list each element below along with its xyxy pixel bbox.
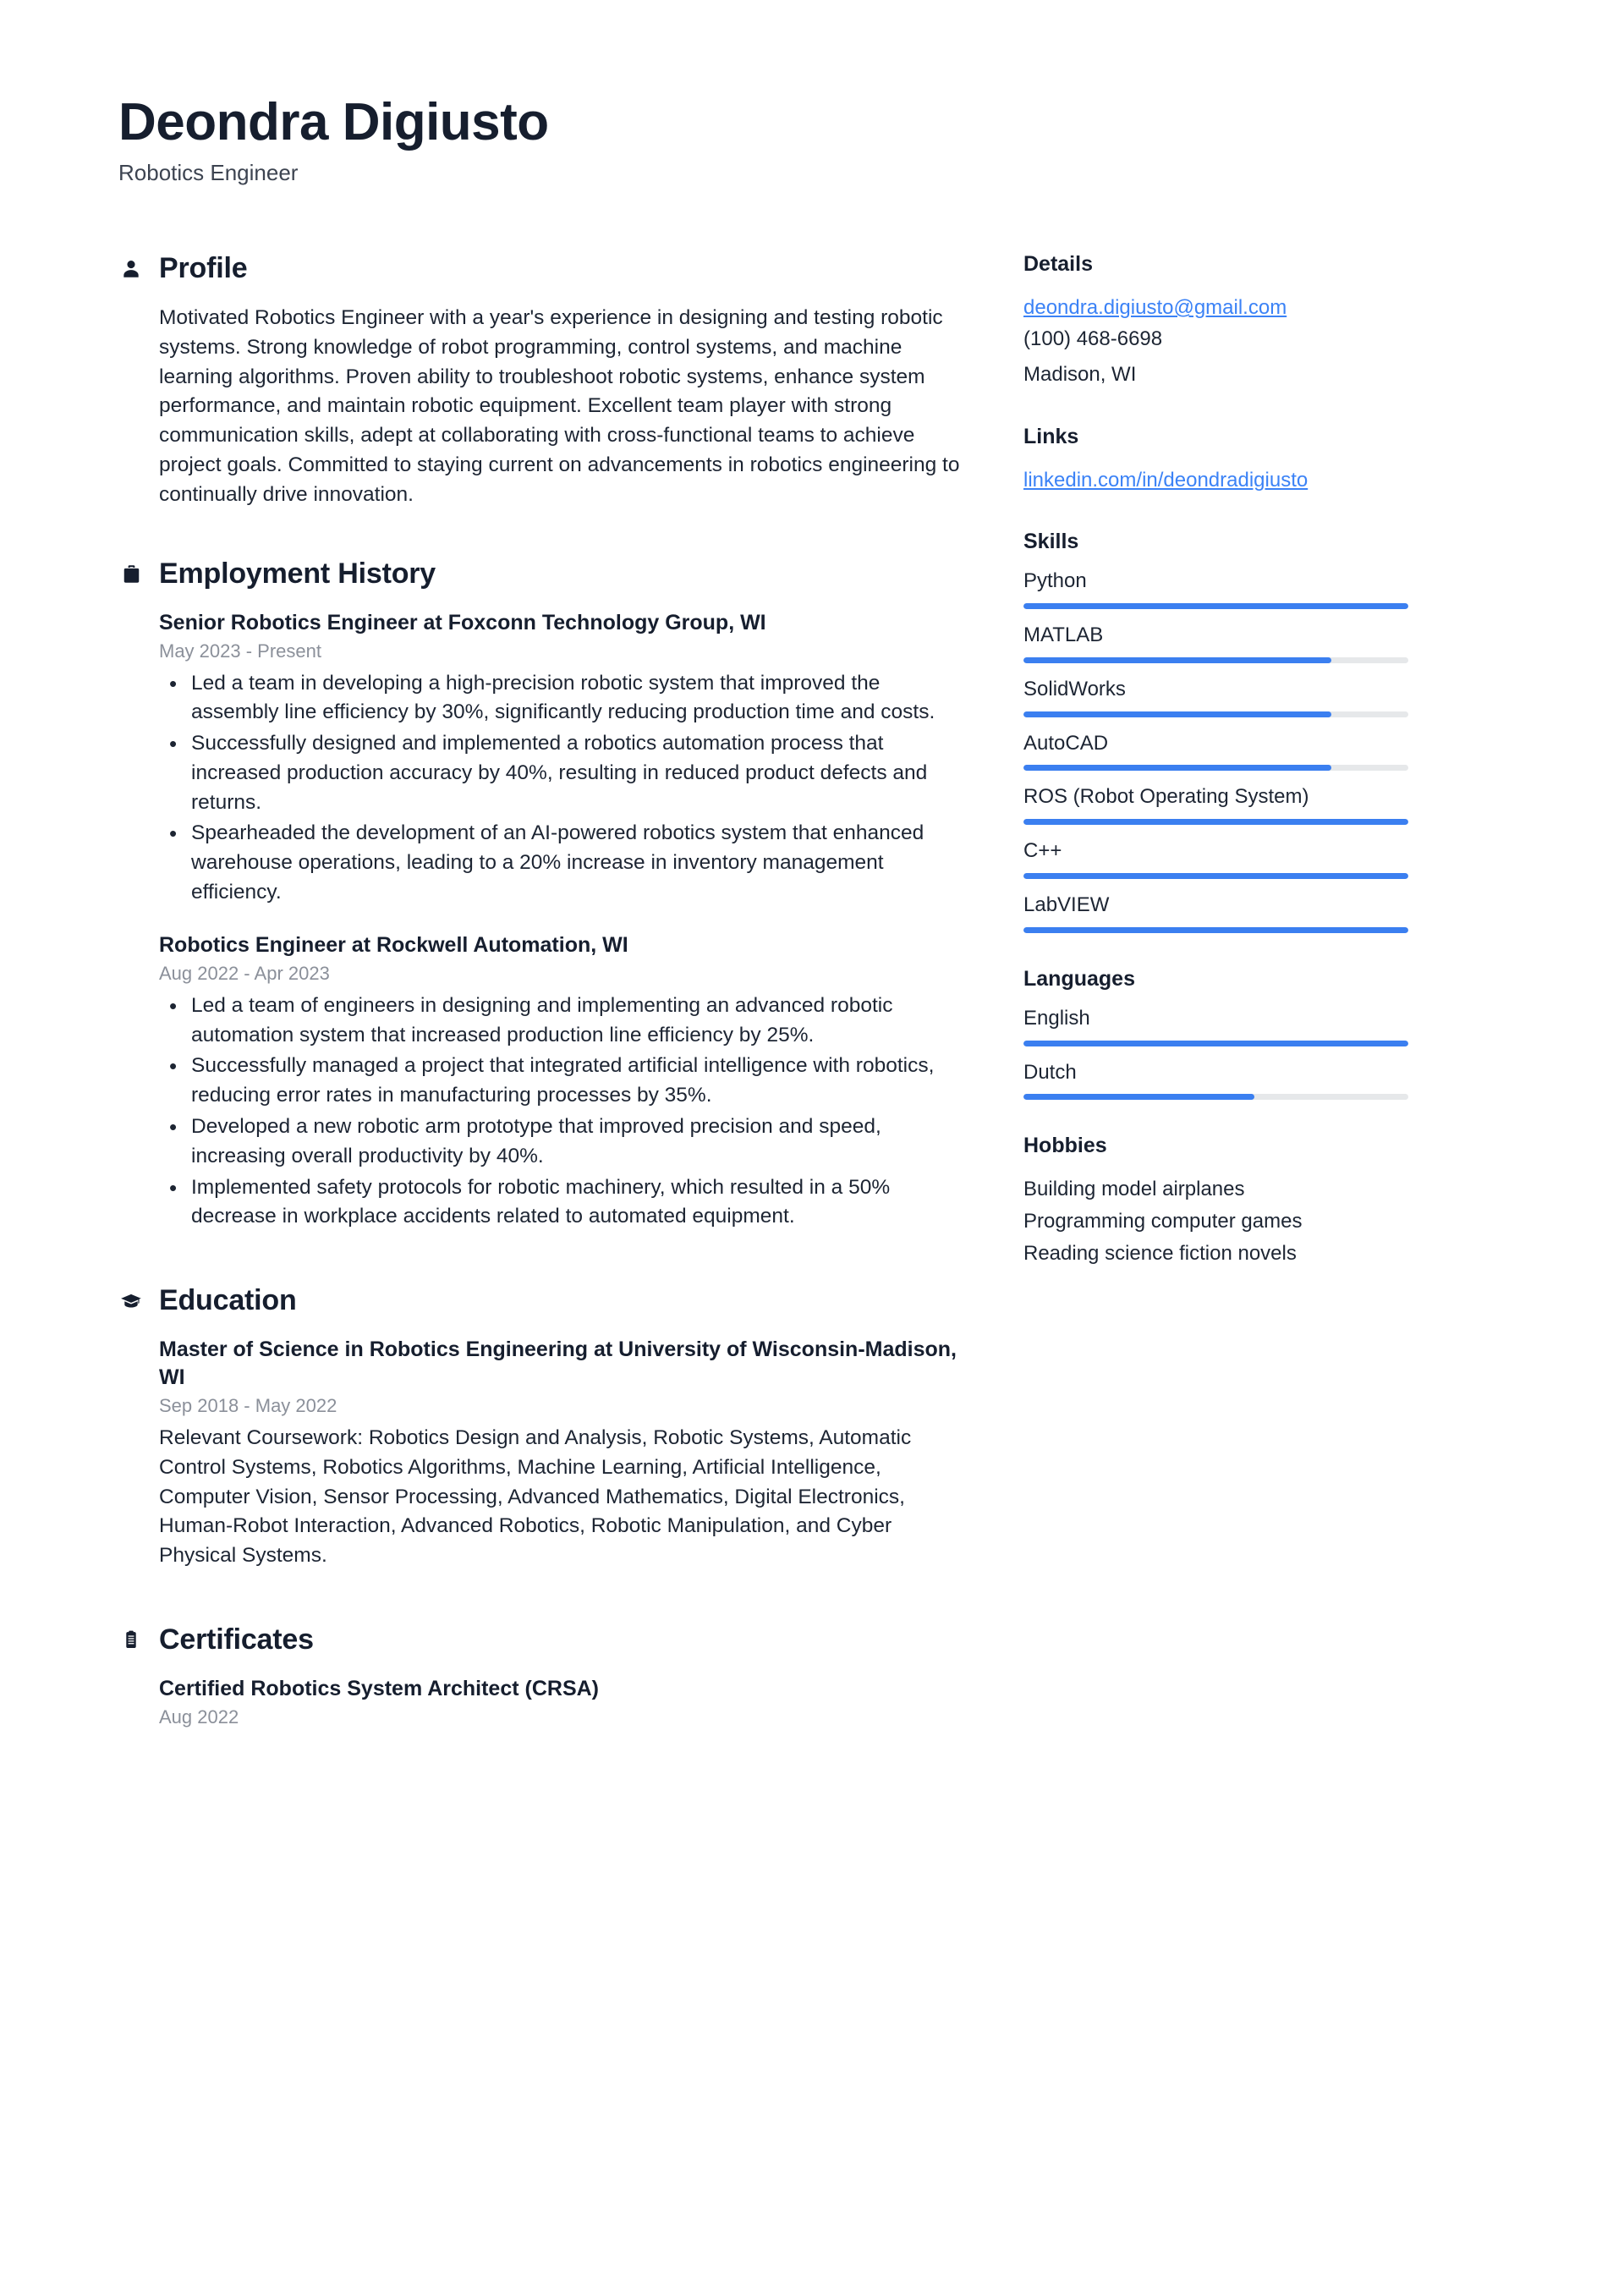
hobby-item: Building model airplanes	[1023, 1178, 1245, 1201]
skill-meter-track	[1023, 657, 1408, 663]
list-item: • Led a team in developing a high-precision robotic system that improved the assembly line efficiency by 30%, significantly reducing production time and costs.	[159, 669, 973, 728]
employment-entry-date: Aug 2022 - Apr 2023	[159, 962, 330, 984]
skill-row	[1023, 623, 1421, 663]
briefcase-icon	[118, 561, 144, 586]
skill-meter-track	[1023, 819, 1408, 825]
language-row	[1023, 1061, 1421, 1101]
certificate-entry-date: Aug 2022	[159, 1706, 239, 1727]
list-item: • Successfully designed and implemented a robotics automation process that increased production accuracy by 40%, resulting in reduced product defects and returns.	[159, 729, 973, 817]
education-entry-date: Sep 2018 - May 2022	[159, 1395, 337, 1417]
employment-entry-date: May 2023 - Present	[159, 640, 321, 662]
employment-entry-title: Senior Robotics Engineer at Foxconn Technology Group, WI	[159, 610, 766, 634]
section-title-employment: Employment History	[159, 557, 436, 590]
language-meter-track	[1023, 1094, 1408, 1100]
graduation-cap-icon	[118, 1288, 144, 1314]
skill-meter-fill	[1023, 765, 1331, 771]
main-column	[118, 252, 1023, 1735]
skill-label: AutoCAD	[1023, 731, 1109, 755]
section-body-certificates	[118, 1675, 973, 1728]
skill-meter-fill	[1023, 927, 1408, 933]
skill-label: Python	[1023, 569, 1087, 593]
language-label: Dutch	[1023, 1060, 1077, 1084]
section-header-employment	[118, 558, 973, 590]
list-item: • Successfully managed a project that integrated artificial intelligence with robotics, reducing error rates in manufacturing processes by 35%.	[159, 1052, 973, 1111]
sidebar-block-details	[1023, 252, 1421, 391]
skill-label: C++	[1023, 839, 1062, 863]
section-employment	[118, 558, 973, 1233]
skill-meter-fill	[1023, 873, 1408, 879]
section-title-profile: Profile	[159, 252, 248, 285]
resume-body	[0, 252, 1624, 1735]
section-body-education	[118, 1336, 973, 1571]
hobby-item: Reading science fiction novels	[1023, 1242, 1297, 1266]
section-body-employment	[118, 609, 973, 1233]
employment-entry	[159, 609, 973, 908]
skill-meter-fill	[1023, 603, 1408, 609]
education-entry	[159, 1336, 973, 1571]
education-entry-description: Relevant Coursework: Robotics Design and Analysis, Robotic Systems, Automatic Control Systems, Robotics Algorithms, Machine Learning, Artificial Intelligence, Computer Vision, Sensor Processing, Advanced Mathematics, Digital Electronics, Human-Robot Interaction, Advanced Robotics, Robotic Manipulation, and Cyber Physical Systems.	[159, 1426, 912, 1568]
skill-label: ROS (Robot Operating System)	[1023, 785, 1309, 809]
sidebar-block-links	[1023, 425, 1421, 496]
job-title-subtitle: Robotics Engineer	[118, 160, 299, 186]
certificate-entry	[159, 1675, 973, 1728]
language-meter-fill	[1023, 1094, 1254, 1100]
resume-header	[0, 0, 1624, 186]
skill-meter-track	[1023, 603, 1408, 609]
sidebar-title-hobbies: Hobbies	[1023, 1134, 1107, 1158]
language-meter-fill	[1023, 1041, 1408, 1046]
section-header-education	[118, 1284, 973, 1317]
skill-row	[1023, 893, 1421, 933]
section-title-education: Education	[159, 1284, 297, 1317]
skill-label: MATLAB	[1023, 623, 1104, 647]
email-link[interactable]: deondra.digiusto@gmail.com	[1023, 296, 1287, 320]
skill-row	[1023, 785, 1421, 825]
employment-entry-title: Robotics Engineer at Rockwell Automation, WI	[159, 932, 628, 957]
section-education	[118, 1284, 973, 1571]
skill-meter-track	[1023, 711, 1408, 717]
skill-label: SolidWorks	[1023, 677, 1126, 700]
list-item: • Spearheaded the development of an AI-powered robotics system that enhanced warehouse operations, leading to a 20% increase in inventory management efficiency.	[159, 819, 973, 907]
certificate-entry-title: Certified Robotics System Architect (CRSA)	[159, 1676, 599, 1700]
skill-meter-fill	[1023, 657, 1331, 663]
section-body-profile	[118, 304, 973, 509]
page-title: Deondra Digiusto	[118, 93, 549, 151]
section-title-certificates: Certificates	[159, 1623, 314, 1656]
skill-meter-track	[1023, 873, 1408, 879]
skill-meter-fill	[1023, 711, 1331, 717]
skill-row	[1023, 569, 1421, 609]
list-item: • Developed a new robotic arm prototype that improved precision and speed, increasing overall productivity by 40%.	[159, 1112, 973, 1172]
sidebar-block-skills	[1023, 530, 1421, 933]
section-header-certificates	[118, 1623, 973, 1656]
skill-row	[1023, 732, 1421, 772]
section-header-profile	[118, 252, 973, 285]
linkedin-link[interactable]: linkedin.com/in/deondradigiusto	[1023, 469, 1309, 492]
profile-text: Motivated Robotics Engineer with a year's experience in designing and testing robotic systems. Strong knowledge of robot programming, control systems, and machine learning algorithms. Proven ability to troubleshoot robotic systems, enhance system performance, and maintain robotic equipment. Excellent team player with strong communication skills, adept at collaborating with cross-functional teams to achieve project goals. Committed to staying current on advancements in robotics engineering to continually drive innovation.	[159, 306, 960, 506]
language-row	[1023, 1007, 1421, 1046]
skill-meter-track	[1023, 765, 1408, 771]
skill-meter-track	[1023, 927, 1408, 933]
sidebar-block-languages	[1023, 967, 1421, 1101]
phone-text: (100) 468-6698	[1023, 327, 1163, 351]
list-item: • Led a team of engineers in designing and implementing an advanced robotic automation system that increased production line efficiency by 25%.	[159, 991, 973, 1051]
skill-label: LabVIEW	[1023, 893, 1110, 917]
sidebar-column	[1023, 252, 1421, 1735]
section-certificates	[118, 1623, 973, 1728]
person-icon	[118, 256, 144, 282]
employment-entry-bullets	[159, 991, 973, 1232]
employment-entry	[159, 931, 973, 1232]
sidebar-block-hobbies	[1023, 1134, 1421, 1270]
employment-entry-bullets	[159, 669, 973, 908]
clipboard-icon	[118, 1627, 144, 1652]
language-meter-track	[1023, 1041, 1408, 1046]
education-entry-title: Master of Science in Robotics Engineering at University of Wisconsin-Madison, WI	[159, 1338, 957, 1390]
sidebar-title-details: Details	[1023, 252, 1093, 277]
skill-meter-fill	[1023, 819, 1408, 825]
sidebar-title-languages: Languages	[1023, 966, 1135, 991]
sidebar-title-links: Links	[1023, 425, 1079, 449]
list-item: • Implemented safety protocols for robotic machinery, which resulted in a 50% decrease in workplace accidents related to automated equipment.	[159, 1173, 973, 1233]
hobby-item: Programming computer games	[1023, 1210, 1303, 1233]
section-profile	[118, 252, 973, 509]
skill-row	[1023, 678, 1421, 717]
location-text: Madison, WI	[1023, 362, 1137, 386]
language-label: English	[1023, 1006, 1090, 1030]
skill-row	[1023, 839, 1421, 879]
sidebar-title-skills: Skills	[1023, 530, 1079, 554]
